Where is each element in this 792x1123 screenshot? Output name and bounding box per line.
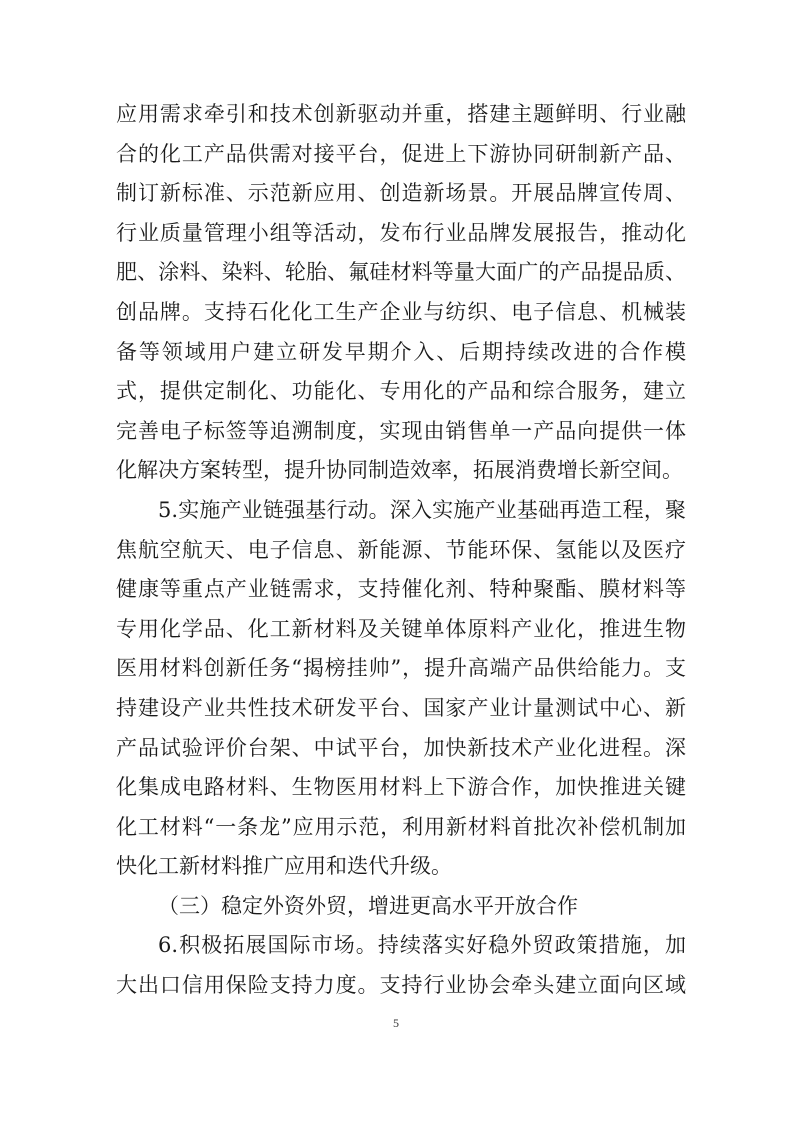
text-line: 专用化学品、化工新材料及关键单体原料产业化，推进生物 [116, 616, 686, 641]
text-line: 化工材料“一条龙”应用示范，利用新材料首批次补偿机制加 [116, 814, 686, 839]
page-number: 5 [393, 1016, 399, 1030]
text-line: 快化工新材料推广应用和迭代升级。 [116, 854, 452, 879]
text-line: 大出口信用保险支持力度。支持行业协会牵头建立面向区域 [116, 973, 686, 998]
text-line: 创品牌。支持石化化工生产企业与纺织、电子信息、机械装 [116, 299, 686, 324]
text-line: 持建设产业共性技术研发平台、国家产业计量测试中心、新 [116, 695, 686, 720]
text-line: 应用需求牵引和技术创新驱动并重，搭建主题鲜明、行业融 [116, 102, 686, 126]
text-line: 完善电子标签等追溯制度，实现由销售单一产品向提供一体 [116, 418, 686, 443]
text-line: 合的化工产品供需对接平台，促进上下游协同研制新产品、 [116, 141, 686, 166]
text-line: 制订新标准、示范新应用、创造新场景。开展品牌宣传周、 [116, 181, 686, 206]
text-line: 化集成电路材料、生物医用材料上下游合作，加快推进关键 [116, 775, 686, 800]
text-line: 焦航空航天、电子信息、新能源、节能环保、氢能以及医疗 [116, 537, 686, 562]
paragraph-start-line: 6.积极拓展国际市场。持续落实好稳外贸政策措施，加 [158, 933, 686, 958]
text-line: 医用材料创新任务“揭榜挂帅”，提升高端产品供给能力。支 [116, 656, 686, 681]
body-text [116, 95, 686, 1006]
text-line: 行业质量管理小组等活动，发布行业品牌发展报告，推动化 [116, 220, 686, 245]
text-line: 化解决方案转型，提升协同制造效率，拓展消费增长新空间。 [116, 458, 683, 483]
text-line: 备等领域用户建立研发早期介入、后期持续改进的合作模 [116, 339, 686, 364]
paragraph-start-line: 5.实施产业链强基行动。深入实施产业基础再造工程，聚 [158, 497, 686, 522]
section-heading: （三）稳定外资外贸，增进更高水平开放合作 [158, 893, 578, 918]
text-line: 式，提供定制化、功能化、专用化的产品和综合服务，建立 [116, 379, 686, 404]
text-line: 产品试验评价台架、中试平台，加快新技术产业化进程。深 [116, 735, 686, 760]
text-line: 健康等重点产业链需求，支持催化剂、特种聚酯、膜材料等 [116, 577, 686, 602]
text-line: 肥、涂料、染料、轮胎、氟硅材料等量大面广的产品提品质、 [116, 260, 686, 285]
